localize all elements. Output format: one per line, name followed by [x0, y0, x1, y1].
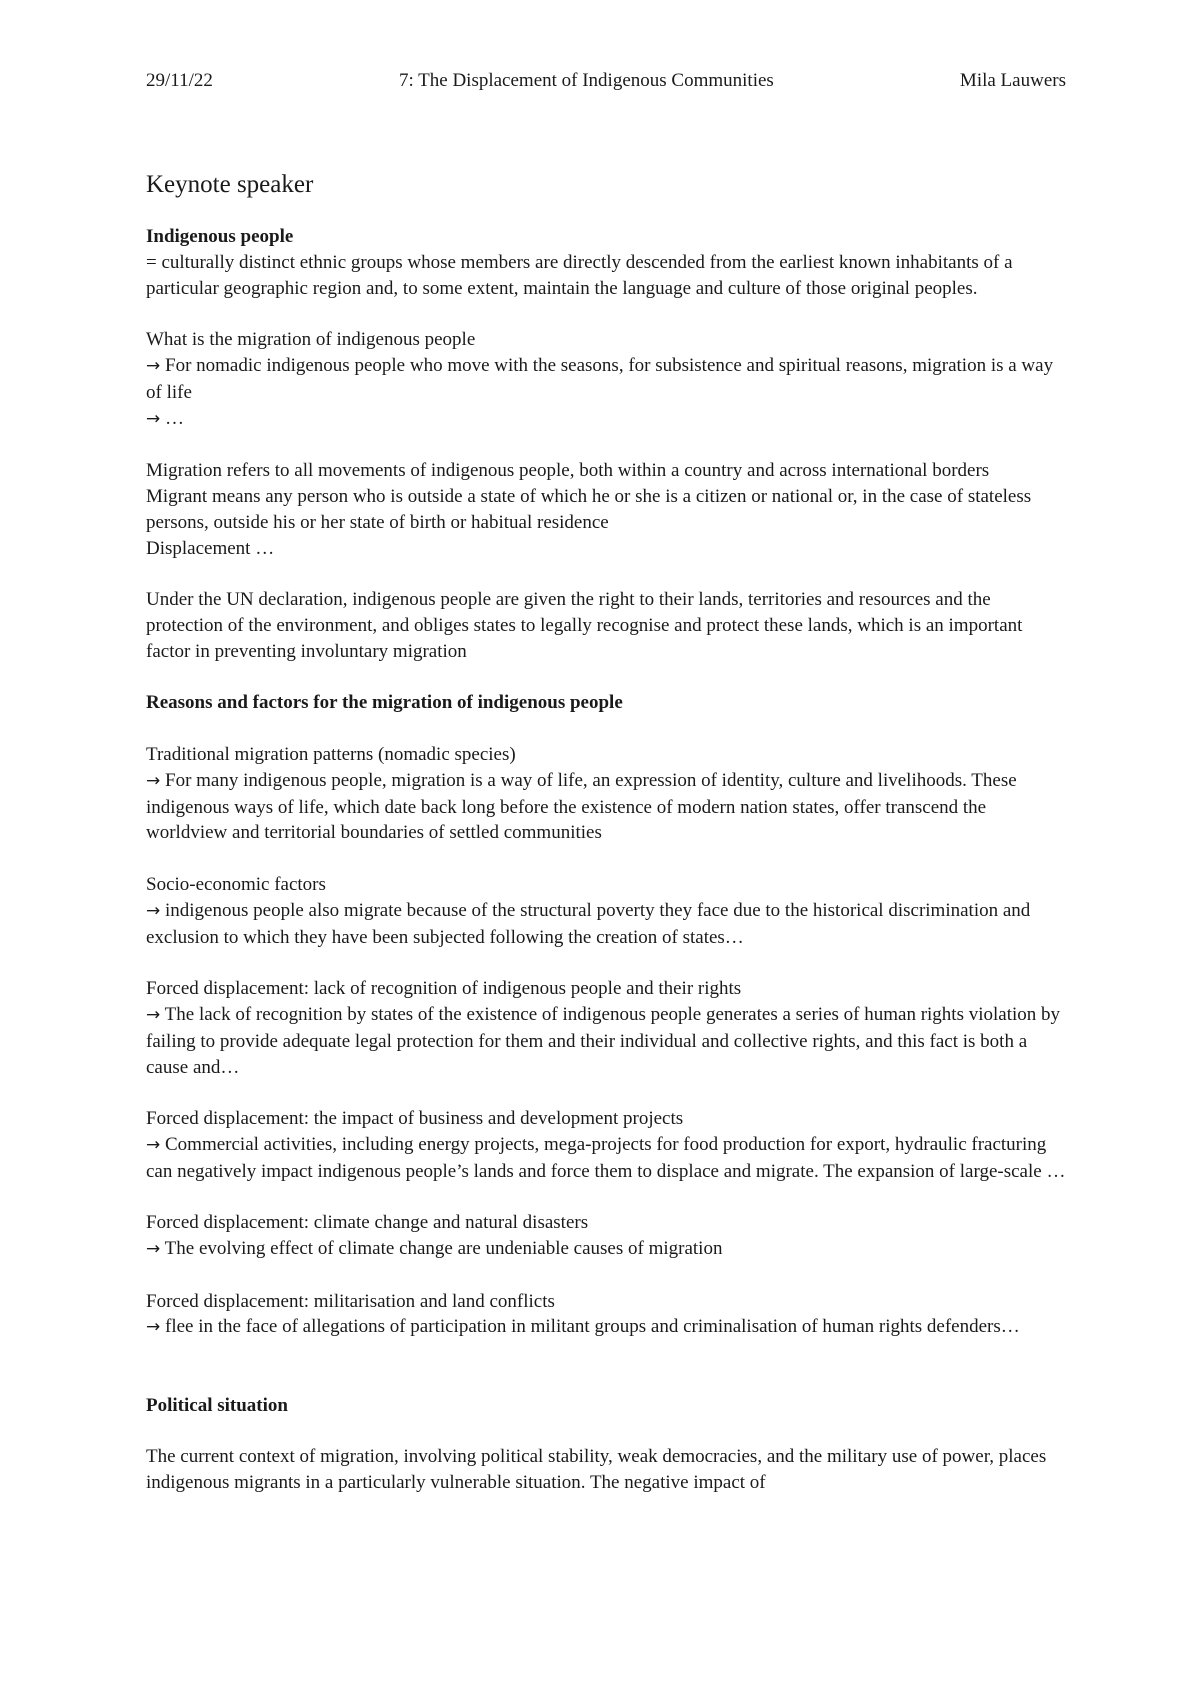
- arrow-icon: →: [146, 770, 161, 791]
- section-heading-political: Political situation: [146, 1394, 288, 1416]
- migration-definition: Migration refers to all movements of indigenous people, both within a country and across international borders: [146, 460, 990, 482]
- arrow-icon: →: [146, 1239, 161, 1260]
- socio-text-body: indigenous people also migrate because of the structural poverty they face due to the historical discrimination and exclusion to which they have been subjected following the creation of states…: [146, 899, 1031, 948]
- socio-text: [146, 898, 1066, 951]
- militarisation-text: [146, 1314, 1066, 1341]
- recognition-text: [146, 1002, 1066, 1080]
- traditional-title: Traditional migration patterns (nomadic species): [146, 743, 516, 765]
- migration-point-2: [146, 406, 1066, 433]
- business-text-body: Commercial activities, including energy projects, mega-projects for food production for export, hydraulic fracturing can negatively impact indigenous people’s lands and force them to displace and migrate. The expansion of large-scale …: [146, 1133, 1066, 1182]
- migrant-definition: Migrant means any person who is outside a state of which he or she is a citizen or national or, in the case of stateless persons, outside his or her state of birth or habitual residence: [146, 485, 1032, 533]
- migration-point-1: [146, 353, 1066, 406]
- section-heading-reasons: Reasons and factors for the migration of indigenous people: [146, 692, 623, 714]
- arrow-icon: →: [146, 408, 161, 429]
- document-body: [146, 224, 1066, 1496]
- political-text: The current context of migration, involving political stability, weak democracies, and the military use of power, places indigenous migrants in a particularly vulnerable situation. The negative impact of: [146, 1446, 1047, 1494]
- section-heading-indigenous: Indigenous people: [146, 226, 294, 247]
- arrow-icon: →: [146, 1317, 161, 1338]
- business-text: [146, 1132, 1066, 1185]
- header-author: Mila Lauwers: [959, 70, 1066, 91]
- arrow-icon: →: [146, 355, 161, 376]
- climate-text-body: The evolving effect of climate change are undeniable causes of migration: [160, 1238, 723, 1260]
- socio-title: Socio-economic factors: [146, 873, 326, 895]
- migration-point-1-text: For nomadic indigenous people who move with the seasons, for subsistence and spiritual reasons, migration is a way of life: [146, 354, 1054, 403]
- militarisation-text-body: flee in the face of allegations of participation in militant groups and criminalisation of human rights defenders…: [160, 1316, 1020, 1338]
- indigenous-definition: = culturally distinct ethnic groups whose members are directly descended from the earliest known inhabitants of a particular geographic region and, to some extent, maintain the language and culture of those original peoples.: [146, 251, 1013, 299]
- climate-title: Forced displacement: climate change and natural disasters: [146, 1212, 589, 1234]
- header-title: 7: The Displacement of Indigenous Communities: [398, 70, 774, 91]
- header-date: 29/11/22: [146, 70, 213, 91]
- militarisation-title: Forced displacement: militarisation and land conflicts: [146, 1290, 555, 1312]
- page-header: [146, 70, 1066, 94]
- climate-text: [146, 1236, 1066, 1263]
- traditional-text: [146, 768, 1066, 846]
- arrow-icon: →: [146, 1004, 161, 1025]
- migration-point-2-text: …: [160, 407, 184, 429]
- document-heading: Keynote speaker: [146, 171, 314, 198]
- arrow-icon: →: [146, 900, 161, 921]
- migration-question: What is the migration of indigenous people: [146, 329, 476, 351]
- arrow-icon: →: [146, 1134, 161, 1155]
- traditional-text-body: For many indigenous people, migration is a way of life, an expression of identity, culture and livelihoods. These indigenous ways of life, which date back long before the existence of modern nation states, offer transcend the worldview and territorial boundaries of settled communities: [146, 769, 1017, 844]
- un-declaration-paragraph: Under the UN declaration, indigenous people are given the right to their lands, territories and resources and the protection of the environment, and obliges states to legally recognise and protect these lands, which is an important factor in preventing involuntary migration: [146, 589, 1023, 662]
- recognition-title: Forced displacement: lack of recognition of indigenous people and their rights: [146, 978, 742, 1000]
- recognition-text-body: The lack of recognition by states of the existence of indigenous people generates a series of human rights violation by failing to provide adequate legal protection for them and their individual and collective rights, and this fact is both a cause and…: [146, 1003, 1061, 1078]
- displacement-definition: Displacement …: [146, 537, 275, 559]
- business-title: Forced displacement: the impact of business and development projects: [146, 1108, 684, 1130]
